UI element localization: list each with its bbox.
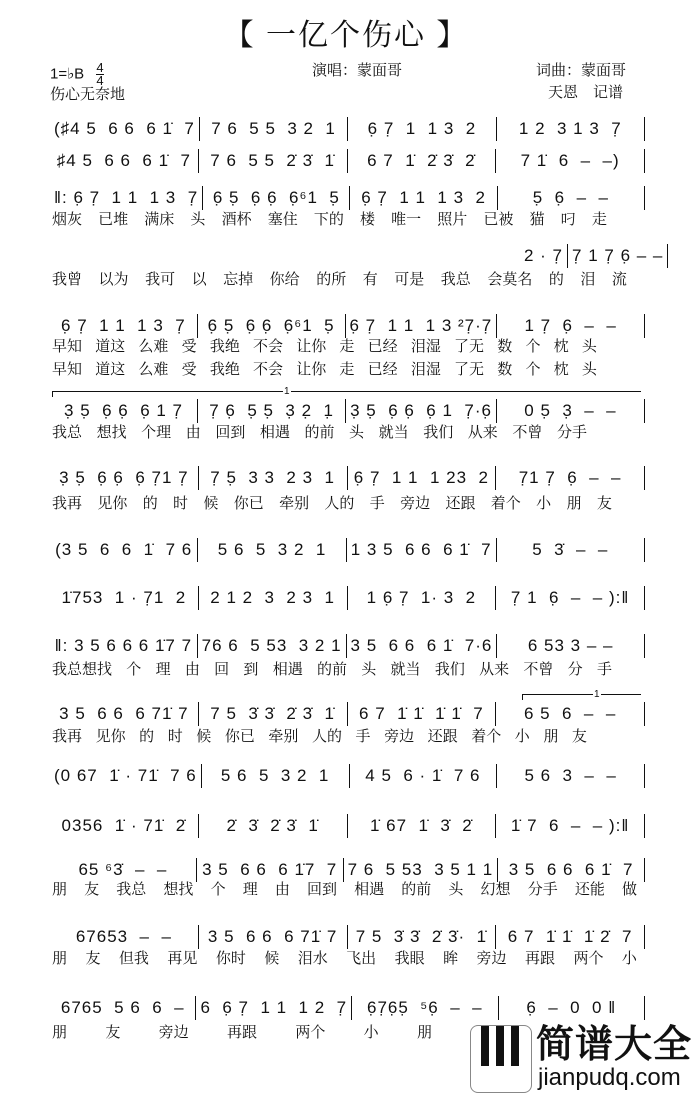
lyric-word: 由 bbox=[274, 881, 290, 898]
measure: 65 ⁶3̇ – – bbox=[50, 858, 197, 882]
lyric-word: 我眼 bbox=[394, 950, 425, 967]
lyric-word: 友 bbox=[84, 881, 100, 898]
lyric-word: 手 bbox=[596, 661, 612, 678]
lyric-word: 旁边 bbox=[400, 495, 431, 512]
expression-mark: 伤心无奈地 bbox=[50, 86, 126, 103]
lyric-word: 酒杯 bbox=[221, 211, 252, 228]
notation-system bbox=[50, 702, 645, 726]
lyric-word: 头 bbox=[581, 361, 597, 378]
measure: 1̇ 7 6 – – ):‖ bbox=[496, 814, 645, 838]
measure: 6̣ 5̣ 6̣ 6̣ 6̣⁶1 5̣ bbox=[198, 314, 346, 338]
lyric-word: 你已 bbox=[233, 495, 264, 512]
lyric-word: 不会 bbox=[253, 338, 284, 355]
lyric-word: 朋 bbox=[566, 495, 582, 512]
lyric-word: 还能 bbox=[574, 881, 605, 898]
lyric-word: 早知 bbox=[52, 338, 83, 355]
lyric-word: 已堆 bbox=[98, 211, 129, 228]
lyric-word: 我曾 bbox=[52, 271, 83, 288]
measure: 3̣ 5̣ 6̣ 6̣ 6̣ 1 7̣·6̣ bbox=[346, 399, 497, 423]
lyric-word: 旁边 bbox=[384, 728, 415, 745]
lyric-word: 时 bbox=[173, 495, 189, 512]
volta-number: 1 bbox=[284, 386, 290, 397]
lyric-word: 的 bbox=[142, 495, 158, 512]
measure: 6̣ 7̣ 1 1 1 3 2 bbox=[350, 186, 497, 210]
composer: 词曲：蒙面哥 bbox=[536, 62, 627, 79]
measure: ‖: 6̣ 7̣ 1 1 1 3 7̣ bbox=[50, 186, 203, 210]
measure: 76 6 5 53 3 2 1 bbox=[198, 634, 347, 658]
measure: 7̣ 1 6̣ – – ):‖ bbox=[496, 586, 645, 610]
lyric-word: 受 bbox=[181, 338, 197, 355]
lyric-word: 的 bbox=[548, 271, 564, 288]
measure: 7 5 3̇ 3̇ 2̇ 3̇· 1̇ bbox=[348, 925, 497, 949]
notation-system bbox=[50, 117, 645, 141]
lyric-word: 可是 bbox=[394, 271, 425, 288]
watermark-url: jianpudq.com bbox=[538, 1064, 681, 1091]
lyric-word: 个 bbox=[126, 661, 142, 678]
lyric-word: 会莫名 bbox=[487, 271, 533, 288]
lyric-word: 你已 bbox=[224, 728, 255, 745]
lyric-word: 道这 bbox=[95, 361, 126, 378]
measure: ♯4 5 6 6 6 1̇ 7 bbox=[50, 149, 199, 173]
lyric-line bbox=[52, 271, 627, 289]
lyric-word: 走 bbox=[591, 211, 607, 228]
measure: 6̣7̣6̣5̣ ⁵6̣ – – bbox=[352, 996, 498, 1020]
lyric-word: 了无 bbox=[454, 361, 485, 378]
lyric-word: 的 bbox=[139, 728, 155, 745]
measure: 6 5 6 – – bbox=[496, 702, 645, 726]
lyric-word: 数 bbox=[497, 338, 513, 355]
measure: 4 5 6 · 1̇ 7 6 bbox=[350, 764, 498, 788]
measure: 7̣ 6̣ 5̣ 5̣ 3̣ 2̣ 1̣ bbox=[198, 399, 346, 423]
lyric-word: 还跟 bbox=[427, 728, 458, 745]
lyric-word: 枕 bbox=[553, 338, 569, 355]
lyric-word: 叼 bbox=[560, 211, 576, 228]
lyric-word: 了无 bbox=[454, 338, 485, 355]
notation-system bbox=[50, 996, 645, 1020]
lyric-word: 的所 bbox=[316, 271, 347, 288]
lyric-word: 友 bbox=[85, 950, 101, 967]
lyric-line bbox=[52, 950, 637, 968]
lyric-word: 有 bbox=[362, 271, 378, 288]
measure: 2̇ 3̇ 2̇ 3̇ 1̇ bbox=[199, 814, 348, 838]
lyric-word: 猫 bbox=[529, 211, 545, 228]
lyric-word: 手 bbox=[355, 728, 371, 745]
lyric-word: 分 bbox=[567, 661, 583, 678]
lyric-word: 再跟 bbox=[524, 950, 555, 967]
lyric-word: 让你 bbox=[296, 361, 327, 378]
lyric-word: 就当 bbox=[378, 424, 409, 441]
time-bottom: 4 bbox=[96, 73, 104, 88]
lyric-word: 分手 bbox=[556, 424, 587, 441]
lyric-word: 到 bbox=[243, 661, 259, 678]
lyric-word: 再见 bbox=[167, 950, 198, 967]
lyric-word: 回到 bbox=[215, 424, 246, 441]
volta-bracket bbox=[522, 689, 641, 700]
measure: 7 6 5 53 3 5 1 1 bbox=[344, 858, 499, 882]
lyric-word: 旁边 bbox=[158, 1024, 189, 1041]
lyric-word: 个 bbox=[525, 338, 541, 355]
lyric-word: 由 bbox=[184, 661, 200, 678]
lyric-word: 我总 bbox=[440, 271, 471, 288]
volta-number: 1 bbox=[594, 689, 600, 700]
lyric-word: 头 bbox=[361, 661, 377, 678]
lyric-word: 个 bbox=[210, 881, 226, 898]
lyric-word: 塞住 bbox=[267, 211, 298, 228]
lyric-line bbox=[52, 495, 612, 513]
notation-system bbox=[50, 186, 645, 210]
lyric-word: 我总 bbox=[52, 424, 83, 441]
lyric-word: 我可 bbox=[145, 271, 176, 288]
lyric-word: 我绝 bbox=[209, 361, 240, 378]
piano-keys-icon bbox=[470, 1025, 532, 1093]
measure: 1 7̣ 6̣ – – bbox=[497, 314, 645, 338]
measure: 3̣ 5̣ 6̣ 6̣ 6̣ 1 7̣ bbox=[50, 399, 198, 423]
lyric-word: 泪水 bbox=[297, 950, 328, 967]
lyric-word: 照片 bbox=[437, 211, 468, 228]
lyric-word: 从来 bbox=[479, 661, 510, 678]
measure: 3̣ 5̣ 6̣ 6̣ 6̣ 7̣1 7̣ bbox=[50, 466, 199, 490]
lyric-word: 理 bbox=[155, 661, 171, 678]
notation-system bbox=[50, 399, 645, 423]
lyric-line bbox=[52, 661, 612, 679]
lyric-line bbox=[52, 881, 637, 899]
singer: 演唱：蒙面哥 bbox=[312, 62, 403, 79]
lyric-word: 回到 bbox=[306, 881, 337, 898]
measure: 2 1 2 3 2 3 1 bbox=[199, 586, 348, 610]
measure: 3 5 6 6 6 1̇ 7·6 bbox=[347, 634, 498, 658]
lyric-word: 已经 bbox=[367, 361, 398, 378]
measure: 3 5 6 6 6 1̇7 7 bbox=[197, 858, 344, 882]
lyric-word: 再跟 bbox=[226, 1024, 257, 1041]
lyric-line bbox=[52, 424, 587, 442]
lyric-word: 手 bbox=[369, 495, 385, 512]
notation-system bbox=[50, 925, 645, 949]
measure: 7̣ 1 7̣ 6̣ – – bbox=[568, 244, 668, 268]
lyric-word: 我们 bbox=[434, 661, 465, 678]
notation-system bbox=[50, 858, 645, 882]
transcriber: 天恩 记谱 bbox=[548, 84, 624, 101]
lyric-word: 友 bbox=[596, 495, 612, 512]
lyric-word: 牵别 bbox=[268, 728, 299, 745]
lyric-word: 我再 bbox=[52, 728, 83, 745]
lyric-word: 我再 bbox=[52, 495, 83, 512]
lyric-word: 但我 bbox=[118, 950, 149, 967]
lyric-word: 从来 bbox=[467, 424, 498, 441]
lyric-word: 头 bbox=[190, 211, 206, 228]
measure: 7 6 5 5 3 2 1 bbox=[200, 117, 348, 141]
measure: 3 5 6 6 6 1̇ 7 bbox=[498, 858, 645, 882]
lyric-word: 已经 bbox=[367, 338, 398, 355]
lyric-word: 道这 bbox=[95, 338, 126, 355]
lyric-word: 么难 bbox=[138, 338, 169, 355]
lyric-line bbox=[52, 211, 607, 229]
lyric-word: 牵别 bbox=[279, 495, 310, 512]
lyric-word: 唯一 bbox=[391, 211, 422, 228]
measure: 6 7 1̇ 1̇ 1̇ 2̇ 7 bbox=[496, 925, 645, 949]
lyric-word: 的前 bbox=[304, 424, 335, 441]
notation-system bbox=[50, 466, 645, 490]
measure: (3 5 6 6 1̇ 7 6 bbox=[50, 538, 198, 562]
lyric-word: 眸 bbox=[443, 950, 459, 967]
lyric-word: 相遇 bbox=[272, 661, 303, 678]
lyric-word: 做 bbox=[621, 881, 637, 898]
notation-system bbox=[50, 814, 645, 838]
lyric-word: 的前 bbox=[401, 881, 432, 898]
lyric-word: 楼 bbox=[359, 211, 375, 228]
lyric-word: 忘掉 bbox=[223, 271, 254, 288]
notation-system bbox=[50, 149, 645, 173]
measure: ‖: 3 5 6 6 6 1̇7 7 bbox=[50, 634, 198, 658]
lyric-word: 见你 bbox=[95, 728, 126, 745]
time-signature bbox=[96, 62, 103, 87]
lyric-word: 朋 bbox=[52, 1024, 68, 1041]
lyric-word: 还跟 bbox=[445, 495, 476, 512]
measure: 0 5̣ 3̣ – – bbox=[497, 399, 645, 423]
measure: 6765 5 6 6 – bbox=[50, 996, 196, 1020]
measure: 6̣ 7̣ 1 1 1 3 7̣ bbox=[50, 314, 198, 338]
measure: 3 5 6 6 6 71̇ 7 bbox=[50, 702, 199, 726]
lyric-word: 个理 bbox=[141, 424, 172, 441]
measure: 7̣1 7̣ 6̣ – – bbox=[496, 466, 645, 490]
measure: 1 6̣ 7̣ 1· 3 2 bbox=[348, 586, 497, 610]
lyric-word: 不会 bbox=[253, 361, 284, 378]
key: 1=♭B bbox=[50, 65, 85, 83]
lyric-word: 小 bbox=[514, 728, 530, 745]
lyric-word: 人的 bbox=[311, 728, 342, 745]
lyric-word: 数 bbox=[497, 361, 513, 378]
notation-system bbox=[520, 244, 664, 268]
measure: 6 7 1̇ 2̇ 3̇ 2̇ bbox=[348, 149, 497, 173]
measure: 67653 – – bbox=[50, 925, 199, 949]
watermark-name: 简谱大全 bbox=[536, 1024, 692, 1066]
lyric-word: 朋 bbox=[52, 950, 68, 967]
lyric-word: 相遇 bbox=[259, 424, 290, 441]
lyric-word: 已被 bbox=[483, 211, 514, 228]
measure: (♯4 5 6 6 6 1̇ 7 bbox=[50, 117, 200, 141]
lyric-word: 着个 bbox=[471, 728, 502, 745]
lyric-word: 头 bbox=[349, 424, 365, 441]
lyric-line bbox=[52, 361, 597, 379]
lyric-word: 幻想 bbox=[480, 881, 511, 898]
lyric-word: 候 bbox=[196, 728, 212, 745]
lyric-word: 满床 bbox=[144, 211, 175, 228]
lyric-word: 流 bbox=[611, 271, 627, 288]
notation-system bbox=[50, 538, 645, 562]
lyric-word: 见你 bbox=[97, 495, 128, 512]
measure: 6̣ 7̣ 1 1 1 3 ²7̣·7̣ bbox=[346, 314, 498, 338]
watermark-logo bbox=[470, 1025, 692, 1093]
lyric-word: 旁边 bbox=[476, 950, 507, 967]
measure: 7 1̇ 6 – –) bbox=[496, 149, 645, 173]
lyric-word: 泪 bbox=[580, 271, 596, 288]
measure: 1̇ 67 1̇ 3̇ 2̇ bbox=[348, 814, 497, 838]
measure: 6̣ 7̣ 1 1 1 23 2 bbox=[348, 466, 497, 490]
measure: 5 6 5 3 2 1 bbox=[198, 538, 346, 562]
measure: 5 6 5 3 2 1 bbox=[202, 764, 350, 788]
lyric-word: 我总想找 bbox=[52, 661, 113, 678]
lyric-word: 走 bbox=[339, 338, 355, 355]
lyric-word: 以为 bbox=[98, 271, 129, 288]
lyric-word: 小 bbox=[363, 1024, 379, 1041]
measure: 2 · 7̣ bbox=[520, 244, 568, 268]
lyric-word: 早知 bbox=[52, 361, 83, 378]
lyric-word: 理 bbox=[242, 881, 258, 898]
lyric-word: 泪湿 bbox=[410, 338, 441, 355]
lyric-word: 候 bbox=[203, 495, 219, 512]
lyric-word: 朋 bbox=[52, 881, 68, 898]
lyric-word: 让你 bbox=[296, 338, 327, 355]
lyric-word: 朋 bbox=[416, 1024, 432, 1041]
measure: 0356 1̇ · 71̇ 2̇ bbox=[50, 814, 199, 838]
lyric-word: 小 bbox=[536, 495, 552, 512]
measure: 6 7 1̇ 1̇ 1̇ 1̇ 7 bbox=[348, 702, 497, 726]
measure: 1̇753 1 · 7̣1 2 bbox=[50, 586, 199, 610]
measure: 6 53 3 – – bbox=[497, 634, 645, 658]
lyric-word: 候 bbox=[264, 950, 280, 967]
lyric-word: 友 bbox=[571, 728, 587, 745]
lyric-word: 个 bbox=[525, 361, 541, 378]
lyric-word: 以 bbox=[191, 271, 207, 288]
lyric-word: 时 bbox=[167, 728, 183, 745]
measure: 1 3 5 6 6 6 1̇ 7 bbox=[347, 538, 497, 562]
measure: 3 5 6 6 6 71̇ 7 bbox=[199, 925, 348, 949]
lyric-line bbox=[52, 1024, 432, 1042]
lyric-word: 受 bbox=[181, 361, 197, 378]
measure: 5̣ 6̣ – – bbox=[498, 186, 645, 210]
lyric-word: 头 bbox=[581, 338, 597, 355]
lyric-word: 泪湿 bbox=[410, 361, 441, 378]
measure: 7̣ 5̣ 3 3 2 3 1 bbox=[199, 466, 348, 490]
lyric-word: 的前 bbox=[316, 661, 347, 678]
lyric-word: 枕 bbox=[553, 361, 569, 378]
lyric-word: 着个 bbox=[490, 495, 521, 512]
lyric-word: 不曾 bbox=[512, 424, 543, 441]
measure: 6̣ 5̣ 6̣ 6̣ 6̣⁶1 5̣ bbox=[203, 186, 350, 210]
time-top: 4 bbox=[96, 60, 104, 75]
lyric-word: 烟灰 bbox=[52, 211, 83, 228]
notation-system bbox=[50, 634, 645, 658]
notation-system bbox=[50, 586, 645, 610]
lyric-word: 我们 bbox=[423, 424, 454, 441]
lyric-word: 我绝 bbox=[209, 338, 240, 355]
measure: 1 2 3 1 3 7̣ bbox=[497, 117, 645, 141]
lyric-word: 回 bbox=[214, 661, 230, 678]
lyric-line bbox=[52, 338, 597, 356]
lyric-word: 两个 bbox=[573, 950, 604, 967]
measure: (0 67 1̇ · 71̇ 7 6 bbox=[50, 764, 202, 788]
lyric-line bbox=[52, 728, 587, 746]
lyric-word: 你给 bbox=[269, 271, 300, 288]
measure: 5 6 3 – – bbox=[497, 764, 645, 788]
lyric-word: 小 bbox=[621, 950, 637, 967]
lyric-word: 下的 bbox=[313, 211, 344, 228]
lyric-word: 走 bbox=[339, 361, 355, 378]
volta-bracket bbox=[52, 386, 641, 397]
lyric-word: 就当 bbox=[390, 661, 421, 678]
measure: 6̣ – 0 0 ‖ bbox=[499, 996, 645, 1020]
lyric-word: 分手 bbox=[527, 881, 558, 898]
lyric-word: 我总 bbox=[116, 881, 147, 898]
notation-system bbox=[50, 314, 645, 338]
lyric-word: 飞出 bbox=[346, 950, 377, 967]
lyric-word: 人的 bbox=[324, 495, 355, 512]
lyric-word: 不曾 bbox=[523, 661, 554, 678]
lyric-word: 朋 bbox=[543, 728, 559, 745]
lyric-word: 你时 bbox=[215, 950, 246, 967]
measure: 7 6 5 5 2̇ 3̇ 1̇ bbox=[199, 149, 348, 173]
measure: 6 6̣ 7̣ 1 1 1 2 7̣ bbox=[196, 996, 352, 1020]
lyric-word: 想找 bbox=[96, 424, 127, 441]
lyric-word: 两个 bbox=[295, 1024, 326, 1041]
measure: 5 3̇ – – bbox=[497, 538, 645, 562]
key-signature bbox=[50, 62, 104, 87]
lyric-word: 想找 bbox=[163, 881, 194, 898]
lyric-word: 么难 bbox=[138, 361, 169, 378]
lyric-word: 友 bbox=[105, 1024, 121, 1041]
measure: 6̣ 7̣ 1 1 3 2 bbox=[348, 117, 496, 141]
lyric-word: 由 bbox=[185, 424, 201, 441]
song-title: 【 一亿个伤心 】 bbox=[223, 19, 469, 52]
lyric-word: 头 bbox=[448, 881, 464, 898]
measure: 7 5 3̇ 3̇ 2̇ 3̇ 1̇ bbox=[199, 702, 348, 726]
notation-system bbox=[50, 764, 645, 788]
lyric-word: 相遇 bbox=[354, 881, 385, 898]
